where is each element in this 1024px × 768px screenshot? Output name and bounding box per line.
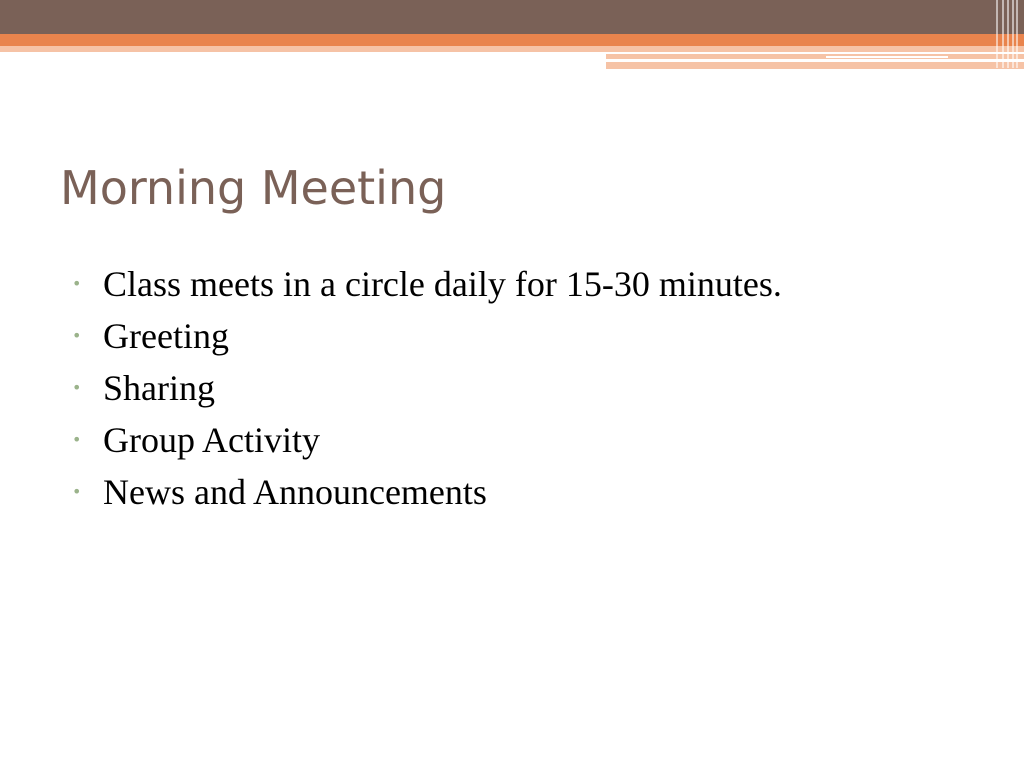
bullet-text: Greeting [103,316,229,356]
header-right-stripes [994,0,1024,68]
bullet-text: News and Announcements [103,472,487,512]
bullet-dot-icon: • [72,274,82,293]
slide-title: Morning Meeting [60,161,447,215]
bullet-text: Class meets in a circle daily for 15-30 minutes. [103,264,782,304]
header-band-orange [0,34,1024,46]
bullet-dot-icon: • [72,430,82,449]
bullet-text: Group Activity [103,420,320,460]
header-band-brown [0,0,1024,34]
header-band-light-right [606,54,1024,59]
header-band-light [0,46,1024,52]
header-band-light-right-lower [606,62,1024,69]
bullet-dot-icon: • [72,482,82,501]
header-band-gap [826,56,948,58]
bullet-dot-icon: • [72,378,82,397]
bullet-text: Sharing [103,368,215,408]
bullet-dot-icon: • [72,326,82,345]
